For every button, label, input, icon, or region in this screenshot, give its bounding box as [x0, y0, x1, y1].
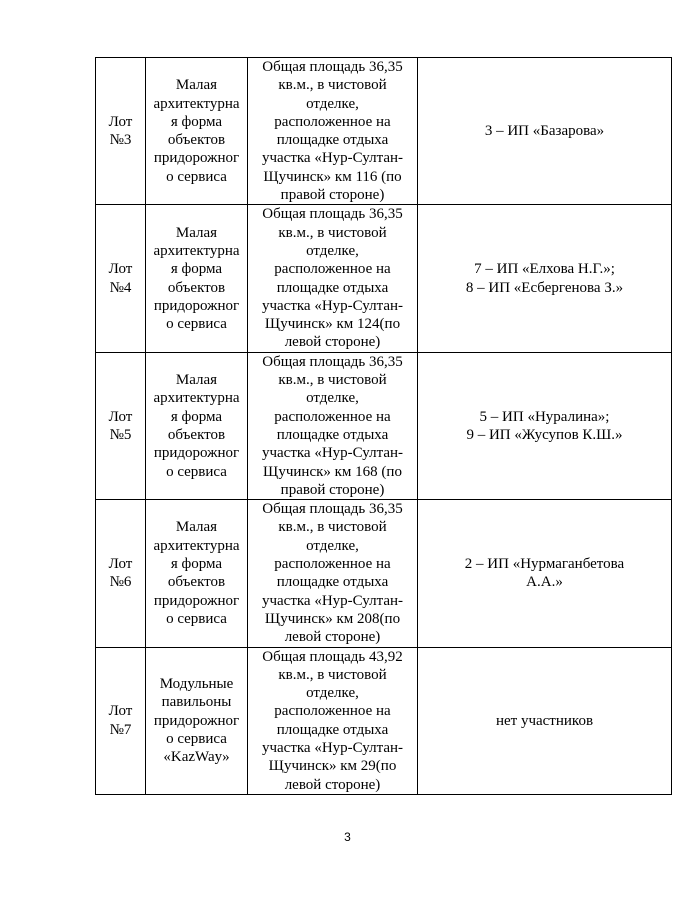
lot-cell [96, 205, 146, 352]
cell-line: Щучинск» км 116 (по [263, 168, 402, 185]
cell-line: Малая [175, 77, 218, 94]
cell-line: 3 – ИП «Базарова» [484, 123, 605, 140]
table-row [96, 352, 672, 499]
cell-line: Щучинск» км 124(по [264, 316, 401, 333]
cell-line: 8 – ИП «Есбергенова З.» [465, 279, 624, 296]
description-cell [248, 205, 418, 352]
cell-line: Щучинск» км 168 (по [263, 463, 402, 480]
cell-line: придорожног [153, 592, 240, 609]
cell-line: Лот [108, 113, 133, 130]
cell-line: Щучинск» км 29(по [268, 758, 397, 775]
cell-line: кв.м., в чистовой [278, 77, 387, 94]
cell-line: придорожног [153, 712, 240, 729]
cell-line: участка «Нур-Султан- [261, 739, 404, 756]
cell-line: площадке отдыха [276, 279, 389, 296]
cell-line: объектов [167, 132, 226, 149]
participants-cell [418, 352, 672, 499]
participants-cell [418, 58, 672, 205]
cell-line: о сервиса [166, 610, 227, 627]
cell-line: левой стороне) [284, 776, 381, 793]
cell-line: отделке, [306, 390, 359, 407]
cell-line: участка «Нур-Султан- [261, 592, 404, 609]
cell-line: Общая площадь 43,92 [262, 648, 403, 665]
cell-line: архитектурна [153, 390, 240, 407]
cell-line: придорожног [153, 445, 240, 462]
cell-line: я форма [170, 261, 223, 278]
cell-line: Малая [175, 519, 218, 536]
cell-line: 7 – ИП «Елхова Н.Г.»; [474, 261, 615, 278]
table-body [96, 58, 672, 795]
cell-line: участка «Нур-Султан- [261, 445, 404, 462]
cell-line: Лот [108, 556, 133, 573]
cell-line: Лот [108, 703, 133, 720]
description-cell [248, 500, 418, 647]
description-cell [248, 647, 418, 794]
cell-line: я форма [170, 113, 223, 130]
cell-line: Малая [175, 224, 218, 241]
cell-line: Общая площадь 36,35 [262, 59, 403, 75]
cell-line: №3 [109, 132, 132, 149]
cell-line: архитектурна [153, 537, 240, 554]
cell-line: Лот [108, 408, 133, 425]
cell-line: павильоны [161, 694, 232, 711]
cell-line: расположенное на [274, 703, 391, 720]
cell-line: я форма [170, 408, 223, 425]
cell-line: А.А.» [526, 574, 563, 591]
cell-line: правой стороне) [280, 187, 385, 204]
cell-line: площадке отдыха [276, 426, 389, 443]
cell-line: «KazWay» [163, 749, 230, 766]
cell-line: 9 – ИП «Жусупов К.Ш.» [466, 426, 623, 443]
cell-line: о сервиса [166, 168, 227, 185]
cell-line: левой стороне) [284, 334, 381, 351]
lot-cell [96, 58, 146, 205]
cell-line: №6 [109, 574, 132, 591]
object-name-cell [146, 352, 248, 499]
cell-line: №5 [109, 426, 132, 443]
table-row [96, 500, 672, 647]
cell-line: я форма [170, 556, 223, 573]
cell-line: №7 [109, 721, 132, 738]
object-name-cell [146, 58, 248, 205]
cell-line: левой стороне) [284, 629, 381, 646]
lot-cell [96, 647, 146, 794]
cell-line: Общая площадь 36,35 [262, 353, 403, 370]
page-number: 3 [344, 830, 351, 844]
lots-table [95, 57, 672, 795]
object-name-cell [146, 647, 248, 794]
cell-line: площадке отдыха [276, 721, 389, 738]
cell-line: правой стороне) [280, 481, 385, 498]
cell-line: о сервиса [166, 316, 227, 333]
participants-cell [418, 647, 672, 794]
cell-line: 5 – ИП «Нуралина»; [479, 408, 610, 425]
cell-line: отделке, [306, 685, 359, 702]
cell-line: кв.м., в чистовой [278, 666, 387, 683]
cell-line: Общая площадь 36,35 [262, 501, 403, 518]
cell-line: участка «Нур-Султан- [261, 150, 404, 167]
cell-line: отделке, [306, 95, 359, 112]
cell-line: отделке, [306, 242, 359, 259]
cell-line: Щучинск» км 208(по [264, 610, 401, 627]
cell-line: расположенное на [274, 556, 391, 573]
lot-cell [96, 500, 146, 647]
cell-line: нет участников [495, 712, 594, 729]
cell-line: Модульные [159, 675, 234, 692]
cell-line: 2 – ИП «Нурмаганбетова [464, 556, 625, 573]
object-name-cell [146, 205, 248, 352]
cell-line: Малая [175, 372, 218, 389]
object-name-cell [146, 500, 248, 647]
cell-line: объектов [167, 279, 226, 296]
cell-line: кв.м., в чистовой [278, 224, 387, 241]
cell-line: расположенное на [274, 113, 391, 130]
cell-line: расположенное на [274, 261, 391, 278]
table-row [96, 205, 672, 352]
cell-line: архитектурна [153, 242, 240, 259]
cell-line: площадке отдыха [276, 574, 389, 591]
participants-cell [418, 205, 672, 352]
cell-line: отделке, [306, 537, 359, 554]
cell-line: участка «Нур-Султан- [261, 297, 404, 314]
cell-line: кв.м., в чистовой [278, 372, 387, 389]
cell-line: расположенное на [274, 408, 391, 425]
cell-line: объектов [167, 574, 226, 591]
cell-line: кв.м., в чистовой [278, 519, 387, 536]
participants-cell [418, 500, 672, 647]
table-row [96, 647, 672, 794]
cell-line: площадке отдыха [276, 132, 389, 149]
table-row [96, 58, 672, 205]
description-cell [248, 352, 418, 499]
lot-cell [96, 352, 146, 499]
cell-line: объектов [167, 426, 226, 443]
cell-line: о сервиса [166, 730, 227, 747]
cell-line: №4 [109, 279, 132, 296]
description-cell [248, 58, 418, 205]
cell-line: архитектурна [153, 95, 240, 112]
cell-line: Лот [108, 261, 133, 278]
cell-line: придорожног [153, 150, 240, 167]
cell-line: Общая площадь 36,35 [262, 206, 403, 223]
cell-line: о сервиса [166, 463, 227, 480]
cell-line: придорожног [153, 297, 240, 314]
